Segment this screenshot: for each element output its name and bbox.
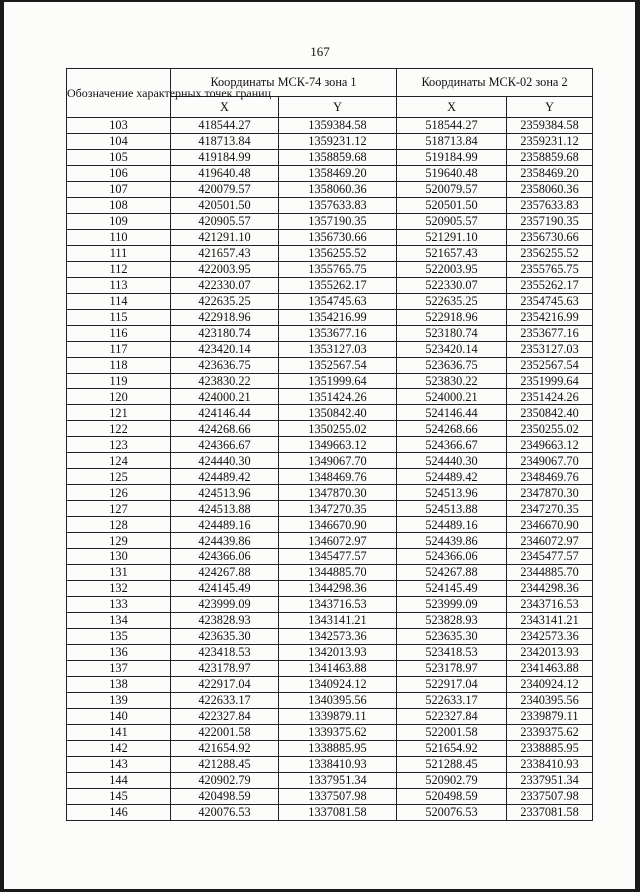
msk74-y-cell: 1342573.36 bbox=[279, 629, 397, 645]
msk02-y-cell: 2358469.20 bbox=[507, 165, 593, 181]
table-row bbox=[67, 277, 593, 293]
msk02-y-cell: 2357190.35 bbox=[507, 213, 593, 229]
msk02-y-cell: 2349663.12 bbox=[507, 437, 593, 453]
msk02-y-cell: 2337951.34 bbox=[507, 772, 593, 788]
point-id-cell: 130 bbox=[67, 549, 171, 565]
msk02-y-cell: 2359384.58 bbox=[507, 118, 593, 134]
msk02-y-cell: 2343141.21 bbox=[507, 613, 593, 629]
point-id-cell: 125 bbox=[67, 469, 171, 485]
msk02-x-cell: 519640.48 bbox=[397, 165, 507, 181]
msk74-x-cell: 424366.06 bbox=[171, 549, 279, 565]
msk74-x-cell: 420498.59 bbox=[171, 788, 279, 804]
msk74-y-cell: 1359231.12 bbox=[279, 133, 397, 149]
msk02-x-cell: 524366.67 bbox=[397, 437, 507, 453]
msk74-y-cell: 1340395.56 bbox=[279, 692, 397, 708]
point-id-cell: 128 bbox=[67, 517, 171, 533]
msk02-y-cell: 2358060.36 bbox=[507, 181, 593, 197]
table-row bbox=[67, 213, 593, 229]
msk02-x-cell: 520905.57 bbox=[397, 213, 507, 229]
table-row bbox=[67, 708, 593, 724]
msk74-y-cell: 1358859.68 bbox=[279, 149, 397, 165]
point-id-cell: 135 bbox=[67, 629, 171, 645]
point-id-cell: 145 bbox=[67, 788, 171, 804]
table-row bbox=[67, 421, 593, 437]
table-row bbox=[67, 724, 593, 740]
msk74-x-cell: 424513.88 bbox=[171, 501, 279, 517]
msk02-y-cell: 2341463.88 bbox=[507, 660, 593, 676]
msk74-x-cell: 418713.84 bbox=[171, 133, 279, 149]
msk02-y-cell: 2351424.26 bbox=[507, 389, 593, 405]
msk02-y-cell: 2359231.12 bbox=[507, 133, 593, 149]
msk02-x-cell: 521654.92 bbox=[397, 740, 507, 756]
table-row bbox=[67, 485, 593, 501]
msk74-y-cell: 1344885.70 bbox=[279, 565, 397, 581]
msk74-x-cell: 424000.21 bbox=[171, 389, 279, 405]
msk74-x-cell: 422003.95 bbox=[171, 261, 279, 277]
point-id-cell: 104 bbox=[67, 133, 171, 149]
point-id-cell: 137 bbox=[67, 660, 171, 676]
msk02-x-cell: 523999.09 bbox=[397, 597, 507, 613]
point-id-cell: 117 bbox=[67, 341, 171, 357]
table-row bbox=[67, 740, 593, 756]
point-id-cell: 123 bbox=[67, 437, 171, 453]
msk02-x-cell: 523180.74 bbox=[397, 325, 507, 341]
msk02-x-cell: 520079.57 bbox=[397, 181, 507, 197]
msk74-x-cell: 424267.88 bbox=[171, 565, 279, 581]
point-id-cell: 106 bbox=[67, 165, 171, 181]
msk74-x-cell: 420501.50 bbox=[171, 197, 279, 213]
table-row bbox=[67, 373, 593, 389]
msk02-y-cell: 2344298.36 bbox=[507, 581, 593, 597]
msk02-y-cell: 2342573.36 bbox=[507, 629, 593, 645]
msk02-y-cell: 2353677.16 bbox=[507, 325, 593, 341]
msk02-x-cell: 524489.42 bbox=[397, 469, 507, 485]
msk02-y-cell: 2346072.97 bbox=[507, 533, 593, 549]
msk74-y-cell: 1346670.90 bbox=[279, 517, 397, 533]
msk02-x-cell: 523636.75 bbox=[397, 357, 507, 373]
msk02-x-cell: 521288.45 bbox=[397, 756, 507, 772]
msk74-x-cell: 420076.53 bbox=[171, 804, 279, 820]
msk74-y-cell: 1343716.53 bbox=[279, 597, 397, 613]
table-row bbox=[67, 341, 593, 357]
msk74-x-cell: 423828.93 bbox=[171, 613, 279, 629]
table-row bbox=[67, 533, 593, 549]
msk74-y-cell: 1343141.21 bbox=[279, 613, 397, 629]
msk74-y-cell: 1351999.64 bbox=[279, 373, 397, 389]
msk74-y-cell: 1353127.03 bbox=[279, 341, 397, 357]
msk74-y-cell: 1337081.58 bbox=[279, 804, 397, 820]
table-row bbox=[67, 357, 593, 373]
table-row bbox=[67, 325, 593, 341]
table-row bbox=[67, 565, 593, 581]
msk02-x-cell: 520501.50 bbox=[397, 197, 507, 213]
msk74-x-cell: 422918.96 bbox=[171, 309, 279, 325]
table-row bbox=[67, 293, 593, 309]
msk02-y-cell: 2354745.63 bbox=[507, 293, 593, 309]
table-row bbox=[67, 309, 593, 325]
msk74-y-cell: 1354745.63 bbox=[279, 293, 397, 309]
msk74-x-cell: 422917.04 bbox=[171, 676, 279, 692]
msk02-y-cell: 2345477.57 bbox=[507, 549, 593, 565]
msk74-x-cell: 421657.43 bbox=[171, 245, 279, 261]
msk02-y-cell: 2350842.40 bbox=[507, 405, 593, 421]
table-row bbox=[67, 133, 593, 149]
table-row bbox=[67, 788, 593, 804]
point-id-cell: 142 bbox=[67, 740, 171, 756]
msk02-x-cell: 524513.96 bbox=[397, 485, 507, 501]
msk74-x-cell: 423180.74 bbox=[171, 325, 279, 341]
msk02-x-cell: 523828.93 bbox=[397, 613, 507, 629]
msk74-y-cell: 1352567.54 bbox=[279, 357, 397, 373]
msk02-y-cell: 2349067.70 bbox=[507, 453, 593, 469]
msk74-y-cell: 1349067.70 bbox=[279, 453, 397, 469]
table-row bbox=[67, 149, 593, 165]
table-row bbox=[67, 165, 593, 181]
msk74-x-cell: 424440.30 bbox=[171, 453, 279, 469]
point-id-cell: 112 bbox=[67, 261, 171, 277]
point-id-cell: 108 bbox=[67, 197, 171, 213]
point-id-cell: 111 bbox=[67, 245, 171, 261]
msk74-y-cell: 1347870.30 bbox=[279, 485, 397, 501]
msk74-y-cell: 1355765.75 bbox=[279, 261, 397, 277]
msk02-y-cell: 2340395.56 bbox=[507, 692, 593, 708]
table-row bbox=[67, 261, 593, 277]
msk74-y-cell: 1350842.40 bbox=[279, 405, 397, 421]
msk02-y-cell: 2356730.66 bbox=[507, 229, 593, 245]
msk74-x-cell: 422001.58 bbox=[171, 724, 279, 740]
msk74-y-cell: 1356255.52 bbox=[279, 245, 397, 261]
msk02-y-cell: 2337507.98 bbox=[507, 788, 593, 804]
table-row bbox=[67, 581, 593, 597]
table-row bbox=[67, 245, 593, 261]
msk74-y-cell: 1349663.12 bbox=[279, 437, 397, 453]
msk74-y-cell: 1341463.88 bbox=[279, 660, 397, 676]
msk74-x-cell: 424513.96 bbox=[171, 485, 279, 501]
msk02-y-cell: 2356255.52 bbox=[507, 245, 593, 261]
point-id-cell: 136 bbox=[67, 644, 171, 660]
msk02-y-cell: 2344885.70 bbox=[507, 565, 593, 581]
msk02-x-cell: 524513.88 bbox=[397, 501, 507, 517]
msk74-x-header: X bbox=[171, 97, 279, 118]
msk02-x-cell: 519184.99 bbox=[397, 149, 507, 165]
msk74-x-cell: 420902.79 bbox=[171, 772, 279, 788]
point-id-cell: 121 bbox=[67, 405, 171, 421]
point-designation-header: Обозначение характерных точек границ bbox=[67, 69, 171, 118]
point-id-cell: 146 bbox=[67, 804, 171, 820]
point-id-cell: 110 bbox=[67, 229, 171, 245]
table-row bbox=[67, 437, 593, 453]
msk74-y-cell: 1348469.76 bbox=[279, 469, 397, 485]
msk74-x-cell: 423999.09 bbox=[171, 597, 279, 613]
msk02-y-cell: 2357633.83 bbox=[507, 197, 593, 213]
point-id-cell: 129 bbox=[67, 533, 171, 549]
msk74-x-cell: 422330.07 bbox=[171, 277, 279, 293]
point-id-cell: 122 bbox=[67, 421, 171, 437]
point-id-cell: 103 bbox=[67, 118, 171, 134]
msk02-y-cell: 2339879.11 bbox=[507, 708, 593, 724]
msk74-y-cell: 1340924.12 bbox=[279, 676, 397, 692]
table-row bbox=[67, 756, 593, 772]
msk74-x-cell: 424366.67 bbox=[171, 437, 279, 453]
msk74-x-cell: 424489.42 bbox=[171, 469, 279, 485]
msk74-y-cell: 1347270.35 bbox=[279, 501, 397, 517]
msk02-y-cell: 2348469.76 bbox=[507, 469, 593, 485]
msk74-x-cell: 423420.14 bbox=[171, 341, 279, 357]
msk74-x-cell: 424146.44 bbox=[171, 405, 279, 421]
msk02-x-cell: 520076.53 bbox=[397, 804, 507, 820]
msk02-y-cell: 2355765.75 bbox=[507, 261, 593, 277]
msk74-y-cell: 1346072.97 bbox=[279, 533, 397, 549]
point-id-cell: 126 bbox=[67, 485, 171, 501]
point-id-cell: 144 bbox=[67, 772, 171, 788]
msk74-y-cell: 1356730.66 bbox=[279, 229, 397, 245]
table-row bbox=[67, 692, 593, 708]
msk02-x-cell: 524489.16 bbox=[397, 517, 507, 533]
msk74-x-cell: 422633.17 bbox=[171, 692, 279, 708]
msk02-x-cell: 522918.96 bbox=[397, 309, 507, 325]
point-id-cell: 116 bbox=[67, 325, 171, 341]
msk74-x-cell: 419640.48 bbox=[171, 165, 279, 181]
msk74-x-cell: 420079.57 bbox=[171, 181, 279, 197]
msk74-y-cell: 1339879.11 bbox=[279, 708, 397, 724]
msk74-x-cell: 424268.66 bbox=[171, 421, 279, 437]
msk02-y-cell: 2358859.68 bbox=[507, 149, 593, 165]
msk74-x-cell: 420905.57 bbox=[171, 213, 279, 229]
msk74-x-cell: 421288.45 bbox=[171, 756, 279, 772]
table-row bbox=[67, 501, 593, 517]
msk74-y-cell: 1338885.95 bbox=[279, 740, 397, 756]
msk02-y-cell: 2351999.64 bbox=[507, 373, 593, 389]
msk02-x-cell: 518544.27 bbox=[397, 118, 507, 134]
msk02-y-cell: 2337081.58 bbox=[507, 804, 593, 820]
msk02-x-cell: 522001.58 bbox=[397, 724, 507, 740]
msk74-y-cell: 1353677.16 bbox=[279, 325, 397, 341]
table-row bbox=[67, 629, 593, 645]
msk74-y-cell: 1337507.98 bbox=[279, 788, 397, 804]
point-id-cell: 132 bbox=[67, 581, 171, 597]
msk74-x-cell: 422327.84 bbox=[171, 708, 279, 724]
msk02-y-cell: 2346670.90 bbox=[507, 517, 593, 533]
msk74-y-cell: 1358060.36 bbox=[279, 181, 397, 197]
msk74-y-cell: 1357633.83 bbox=[279, 197, 397, 213]
msk74-x-cell: 423178.97 bbox=[171, 660, 279, 676]
msk74-y-cell: 1350255.02 bbox=[279, 421, 397, 437]
msk02-x-cell: 523418.53 bbox=[397, 644, 507, 660]
point-id-cell: 133 bbox=[67, 597, 171, 613]
table-row bbox=[67, 517, 593, 533]
point-id-cell: 113 bbox=[67, 277, 171, 293]
point-id-cell: 118 bbox=[67, 357, 171, 373]
point-id-cell: 134 bbox=[67, 613, 171, 629]
table-row bbox=[67, 118, 593, 134]
msk02-x-cell: 523830.22 bbox=[397, 373, 507, 389]
msk74-y-cell: 1351424.26 bbox=[279, 389, 397, 405]
msk02-x-cell: 524145.49 bbox=[397, 581, 507, 597]
point-id-cell: 140 bbox=[67, 708, 171, 724]
msk02-x-cell: 523178.97 bbox=[397, 660, 507, 676]
msk74-x-cell: 424439.86 bbox=[171, 533, 279, 549]
msk02-x-header: X bbox=[397, 97, 507, 118]
msk02-y-cell: 2352567.54 bbox=[507, 357, 593, 373]
msk02-y-cell: 2347270.35 bbox=[507, 501, 593, 517]
table-row bbox=[67, 405, 593, 421]
point-id-cell: 124 bbox=[67, 453, 171, 469]
msk02-x-cell: 521657.43 bbox=[397, 245, 507, 261]
table-row bbox=[67, 644, 593, 660]
msk74-y-cell: 1355262.17 bbox=[279, 277, 397, 293]
msk02-x-cell: 522635.25 bbox=[397, 293, 507, 309]
point-id-cell: 141 bbox=[67, 724, 171, 740]
point-id-cell: 107 bbox=[67, 181, 171, 197]
msk74-y-cell: 1337951.34 bbox=[279, 772, 397, 788]
table-row bbox=[67, 197, 593, 213]
table-row bbox=[67, 549, 593, 565]
msk02-y-cell: 2350255.02 bbox=[507, 421, 593, 437]
point-id-cell: 114 bbox=[67, 293, 171, 309]
msk02-group-header: Координаты МСК-02 зона 2 bbox=[397, 69, 593, 97]
msk02-x-cell: 522330.07 bbox=[397, 277, 507, 293]
msk74-x-cell: 419184.99 bbox=[171, 149, 279, 165]
point-id-cell: 131 bbox=[67, 565, 171, 581]
msk74-x-cell: 424489.16 bbox=[171, 517, 279, 533]
msk74-y-cell: 1358469.20 bbox=[279, 165, 397, 181]
point-id-cell: 139 bbox=[67, 692, 171, 708]
msk02-y-cell: 2354216.99 bbox=[507, 309, 593, 325]
msk74-x-cell: 423418.53 bbox=[171, 644, 279, 660]
msk02-y-cell: 2355262.17 bbox=[507, 277, 593, 293]
table-row bbox=[67, 772, 593, 788]
msk02-x-cell: 522917.04 bbox=[397, 676, 507, 692]
table-row bbox=[67, 660, 593, 676]
msk74-group-header: Координаты МСК-74 зона 1 bbox=[171, 69, 397, 97]
table-body bbox=[67, 118, 593, 821]
table-row bbox=[67, 613, 593, 629]
msk74-x-cell: 423636.75 bbox=[171, 357, 279, 373]
msk02-x-cell: 524268.66 bbox=[397, 421, 507, 437]
point-id-cell: 109 bbox=[67, 213, 171, 229]
point-id-cell: 119 bbox=[67, 373, 171, 389]
msk74-x-cell: 424145.49 bbox=[171, 581, 279, 597]
msk02-y-cell: 2342013.93 bbox=[507, 644, 593, 660]
msk74-y-header: Y bbox=[279, 97, 397, 118]
msk74-x-cell: 422635.25 bbox=[171, 293, 279, 309]
msk02-x-cell: 522327.84 bbox=[397, 708, 507, 724]
point-id-cell: 127 bbox=[67, 501, 171, 517]
table-row bbox=[67, 804, 593, 820]
msk02-y-cell: 2338410.93 bbox=[507, 756, 593, 772]
msk02-y-cell: 2340924.12 bbox=[507, 676, 593, 692]
msk02-y-header: Y bbox=[507, 97, 593, 118]
msk74-y-cell: 1345477.57 bbox=[279, 549, 397, 565]
point-id-cell: 143 bbox=[67, 756, 171, 772]
msk02-x-cell: 522003.95 bbox=[397, 261, 507, 277]
table-row bbox=[67, 597, 593, 613]
msk74-x-cell: 421654.92 bbox=[171, 740, 279, 756]
table-row bbox=[67, 453, 593, 469]
point-id-cell: 115 bbox=[67, 309, 171, 325]
msk02-y-cell: 2338885.95 bbox=[507, 740, 593, 756]
msk02-y-cell: 2347870.30 bbox=[507, 485, 593, 501]
page-number: 167 bbox=[310, 44, 330, 59]
msk74-x-cell: 421291.10 bbox=[171, 229, 279, 245]
msk74-y-cell: 1359384.58 bbox=[279, 118, 397, 134]
table-row bbox=[67, 389, 593, 405]
msk02-x-cell: 524146.44 bbox=[397, 405, 507, 421]
table-row bbox=[67, 676, 593, 692]
msk02-x-cell: 524366.06 bbox=[397, 549, 507, 565]
msk02-x-cell: 520902.79 bbox=[397, 772, 507, 788]
msk74-y-cell: 1357190.35 bbox=[279, 213, 397, 229]
point-id-cell: 138 bbox=[67, 676, 171, 692]
point-id-cell: 120 bbox=[67, 389, 171, 405]
msk02-x-cell: 523635.30 bbox=[397, 629, 507, 645]
msk02-x-cell: 518713.84 bbox=[397, 133, 507, 149]
msk02-x-cell: 522633.17 bbox=[397, 692, 507, 708]
msk02-y-cell: 2353127.03 bbox=[507, 341, 593, 357]
table-row bbox=[67, 229, 593, 245]
coordinates-table bbox=[66, 68, 593, 821]
table-row bbox=[67, 469, 593, 485]
msk74-y-cell: 1344298.36 bbox=[279, 581, 397, 597]
msk02-x-cell: 524439.86 bbox=[397, 533, 507, 549]
msk02-x-cell: 524000.21 bbox=[397, 389, 507, 405]
msk74-x-cell: 418544.27 bbox=[171, 118, 279, 134]
msk02-y-cell: 2343716.53 bbox=[507, 597, 593, 613]
msk74-y-cell: 1339375.62 bbox=[279, 724, 397, 740]
msk74-y-cell: 1342013.93 bbox=[279, 644, 397, 660]
msk02-x-cell: 523420.14 bbox=[397, 341, 507, 357]
msk02-y-cell: 2339375.62 bbox=[507, 724, 593, 740]
msk74-x-cell: 423830.22 bbox=[171, 373, 279, 389]
msk02-x-cell: 524440.30 bbox=[397, 453, 507, 469]
table-row bbox=[67, 181, 593, 197]
msk02-x-cell: 520498.59 bbox=[397, 788, 507, 804]
msk02-x-cell: 521291.10 bbox=[397, 229, 507, 245]
msk74-x-cell: 423635.30 bbox=[171, 629, 279, 645]
msk74-y-cell: 1338410.93 bbox=[279, 756, 397, 772]
point-id-cell: 105 bbox=[67, 149, 171, 165]
msk74-y-cell: 1354216.99 bbox=[279, 309, 397, 325]
msk02-x-cell: 524267.88 bbox=[397, 565, 507, 581]
